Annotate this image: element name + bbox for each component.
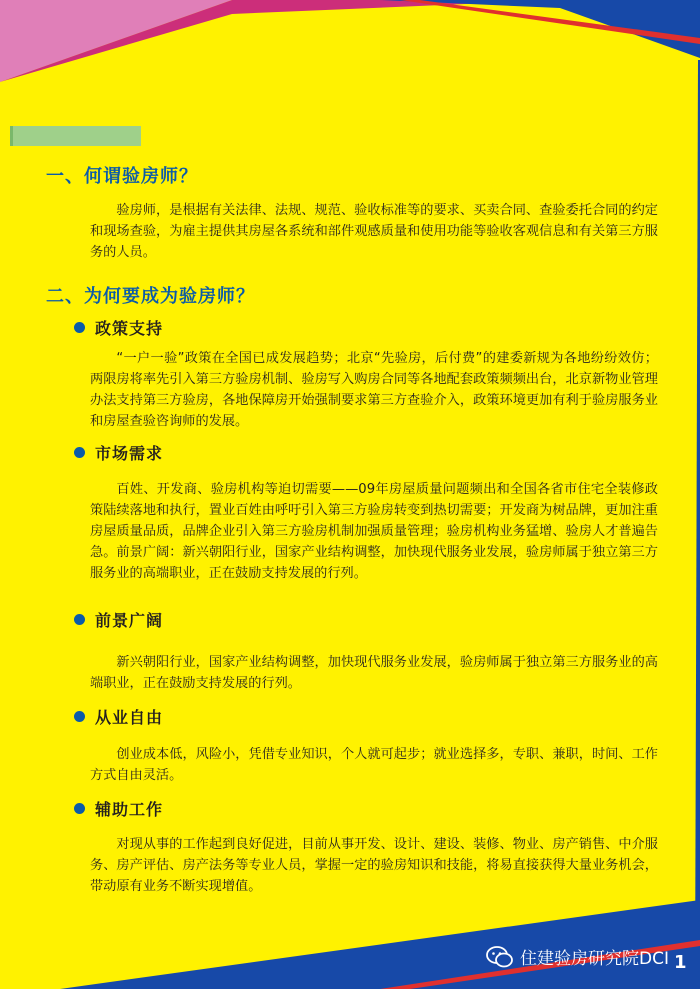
- bullet-label-policy: 政策支持: [95, 319, 164, 338]
- section1-paragraph: 验房师，是根据有关法律、法规、规范、验收标准等的要求、买卖合同、查验委托合同的约定和现场查验，为雇主提供其房屋各系统和部件观感质量和使用功能等验收客观信息和有关第三方服务的人员。: [90, 203, 658, 260]
- bullet-dot-icon: [74, 322, 85, 333]
- bullet-freedom: [74, 705, 163, 728]
- section2-heading: 二、为何要成为验房师？: [46, 286, 255, 307]
- top-blue-band: [380, 0, 700, 58]
- prospects-paragraph: 新兴朝阳行业，国家产业结构调整，加快现代服务业发展，验房师属于独立第三方服务业的高端职业，正在鼓励支持发展的行列。: [90, 655, 658, 691]
- page-number: 1: [674, 952, 687, 973]
- bullet-auxiliary: [74, 797, 163, 820]
- bullet-prospects: [74, 608, 163, 631]
- bullet-dot-icon: [74, 803, 85, 814]
- section-tab-marker: [10, 126, 141, 146]
- freedom-paragraph: 创业成本低，风险小，凭借专业知识，个人就可起步；就业选择多，专职、兼职，时间、工作方式自由灵活。: [90, 747, 658, 783]
- bullet-label-market: 市场需求: [95, 444, 164, 463]
- market-paragraph: 百姓、开发商、验房机构等迫切需要——09年房屋质量问题频出和全国各省市住宅全装修政策陆续落地和执行，置业百姓由呼吁引入第三方验房转变到热切需要；开发商为树品牌，更加注重房屋质量品质，品牌企业引入第三方验房机制加强质量管理；验房机构业务猛增、验房人才普遍告急。前景广阔：新兴朝阳行业，国家产业结构调整，加快现代服务业发展，验房师属于独立第三方服务业的高端职业，正在鼓励支持发展的行列。: [90, 482, 658, 581]
- bullet-label-auxiliary: 辅助工作: [95, 800, 164, 819]
- watermark-text: 住建验房研究院DCI: [520, 949, 669, 969]
- bullet-dot-icon: [74, 614, 85, 625]
- bullet-label-freedom: 从业自由: [95, 708, 164, 727]
- section1-heading: 一、何谓验房师？: [46, 166, 198, 187]
- bullet-label-prospects: 前景广阔: [95, 611, 164, 630]
- policy-paragraph: “一户一验”政策在全国已成发展趋势；北京“先验房，后付费”的建委新规为各地纷纷效仿；两限房将率先引入第三方验房机制、验房写入购房合同等各地配套政策频频出台，北京新物业管理办法支持第三方验房，各地保障房开始强制要求第三方查验介入，政策环境更加有利于验房服务业和房屋查验咨询师的发展。: [90, 351, 658, 429]
- bullet-market: [74, 441, 163, 464]
- watermark: [486, 944, 669, 969]
- bullet-dot-icon: [74, 447, 85, 458]
- wechat-icon: [486, 945, 514, 969]
- bullet-dot-icon: [74, 711, 85, 722]
- right-edge-blue: [695, 60, 700, 989]
- auxiliary-paragraph: 对现从事的工作起到良好促进，目前从事开发、设计、建设、装修、物业、房产销售、中介服务、房产评估、房产法务等专业人员，掌握一定的验房知识和技能，将易直接获得大量业务机会，带动原有业务不断实现增值。: [90, 837, 658, 894]
- bullet-policy: [74, 316, 163, 339]
